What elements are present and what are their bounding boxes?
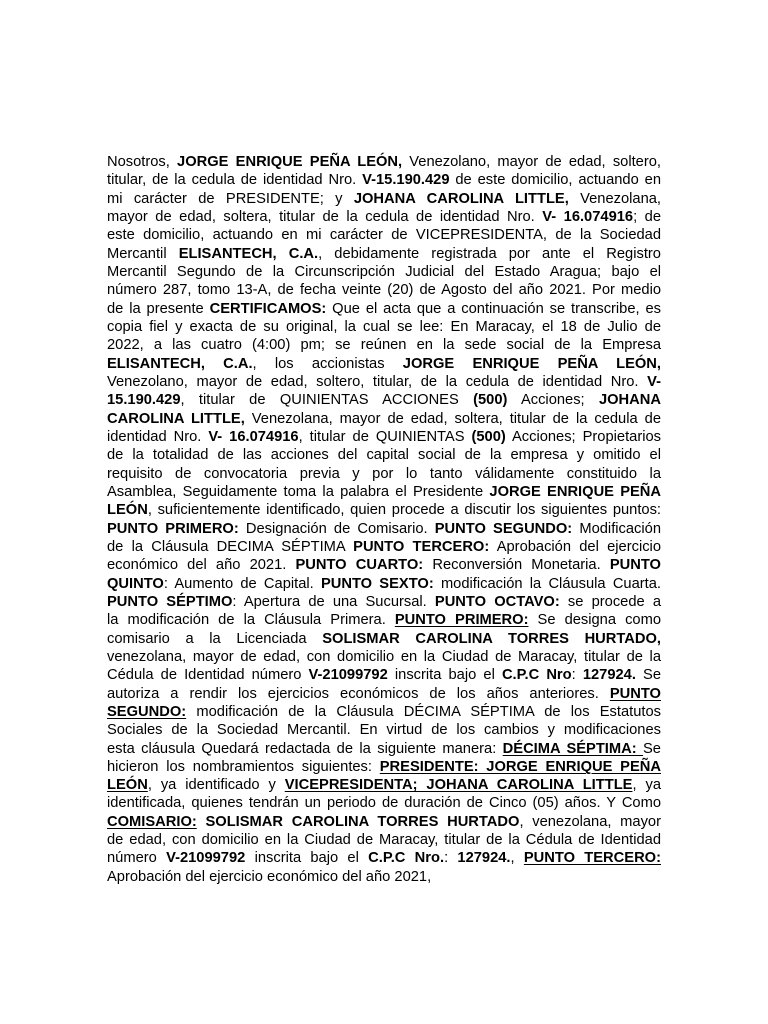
text-run: Modificación <box>572 520 661 537</box>
text-run: Acciones; <box>507 392 599 409</box>
text-run: , titular de QUINIENTAS ACCIONES <box>180 392 474 409</box>
text-line-39 <box>107 849 661 867</box>
text-line-7 <box>107 263 661 281</box>
text-run: , venezolana, mayor <box>519 813 661 830</box>
text-line-34 <box>107 758 661 776</box>
text-line-1 <box>107 153 661 171</box>
text-run: : <box>571 667 583 684</box>
text-line-22 <box>107 538 661 556</box>
text-line-21 <box>107 520 661 538</box>
bold-text: PUNTO SEXTO: <box>320 575 434 592</box>
text-run: Reconversión Monetaria. <box>423 557 610 574</box>
text-line-11 <box>107 336 661 354</box>
text-run: , titular de QUINIENTAS <box>298 428 472 445</box>
text-run: : Aumento de Capital. <box>163 575 321 592</box>
text-run: copia fiel y exacta de su original, la cual se lee: En Maracay, el 18 de Julio de <box>107 318 661 335</box>
underlined-bold-text: COMISARIO: <box>107 813 197 830</box>
text-line-37 <box>107 813 661 831</box>
text-run: Sociales de la Sociedad Mercantil. En virtud de los cambios y modificaciones <box>107 722 661 739</box>
text-run: Venezolano, mayor de edad, soltero, <box>402 154 661 170</box>
text-line-4 <box>107 208 661 226</box>
text-line-38 <box>107 831 661 849</box>
text-run: , los accionistas <box>252 355 403 372</box>
text-line-2 <box>107 171 661 189</box>
text-run: se procede a <box>559 593 662 610</box>
text-run: ; de <box>633 208 661 225</box>
bold-text: JORGE ENRIQUE PEÑA LEÓN, <box>402 355 661 372</box>
bold-text: C.P.C Nro. <box>368 850 445 867</box>
bold-text: JORGE ENRIQUE PEÑA <box>489 483 661 500</box>
bold-text: PUNTO OCTAVO: <box>434 593 560 610</box>
text-run: mi carácter de PRESIDENTE; y <box>107 190 354 207</box>
text-run: número <box>107 850 167 867</box>
text-run: : <box>444 850 458 867</box>
text-run: hicieron los nombramientos siguientes: <box>107 758 380 775</box>
text-run: , suficientemente identificado, quien procede a discutir los siguientes puntos: <box>147 502 661 519</box>
text-run: , debidamente registrada por ante el Registro <box>318 245 661 262</box>
bold-text: SOLISMAR CAROLINA TORRES HURTADO <box>196 813 520 830</box>
text-run: la modificación de la Cláusula Primera. <box>107 612 395 629</box>
underlined-bold-text: PUNTO PRIMERO: <box>394 612 529 629</box>
text-run: Se <box>643 740 661 757</box>
bold-text: V-21099792 <box>166 850 246 867</box>
text-run: Aprobación del ejercicio económico del año 2021, <box>107 868 432 885</box>
underlined-bold-text: SEGUNDO: <box>107 703 187 720</box>
text-line-29 <box>107 666 661 684</box>
text-run: identificada, quienes tendrán un periodo de duración de Cinco (05) años. Y Como <box>107 795 661 812</box>
bold-text: JORGE ENRIQUE PEÑA LEÓN, <box>177 154 403 170</box>
text-run: Se designa como <box>528 612 661 629</box>
bold-text: CAROLINA LITTLE, <box>107 410 245 427</box>
text-run: modificación de la Cláusula DÉCIMA SÉPTIMA de los Estatutos <box>186 703 661 720</box>
underlined-bold-text: PUNTO <box>609 685 661 702</box>
text-line-12 <box>107 355 661 373</box>
bold-text: V- 16.074916 <box>542 208 634 225</box>
bold-text: 127924. <box>582 667 636 684</box>
bold-text: SOLISMAR CAROLINA TORRES HURTADO, <box>322 630 661 647</box>
underlined-bold-text: VICEPRESIDENTA; JOHANA CAROLINA LITTLE <box>284 777 633 794</box>
certification-text <box>107 153 661 886</box>
text-run: de la totalidad de las acciones del capital social de la empresa y omitido el <box>107 447 661 464</box>
text-run: titular, de la cedula de identidad Nro. <box>107 172 363 189</box>
text-line-35 <box>107 776 661 794</box>
text-line-25 <box>107 593 661 611</box>
bold-text: JOHANA CAROLINA LITTLE, <box>353 190 569 207</box>
text-run: Acciones; Propietarios <box>505 428 661 445</box>
text-run: Venezolana, mayor de edad, soltera, titular de la cedula de <box>244 410 661 427</box>
text-run: Venezolano, mayor de edad, soltero, titular, de la cedula de identidad Nro. <box>107 373 648 390</box>
bold-text: 127924. <box>457 850 511 867</box>
text-line-31 <box>107 703 661 721</box>
text-line-5 <box>107 226 661 244</box>
underlined-bold-text: PRESIDENTE: JORGE ENRIQUE PEÑA <box>379 758 661 775</box>
text-run: Mercantil Segundo de la Circunscripción Judicial del Estado Aragua; bajo el <box>107 263 661 280</box>
underlined-bold-text: DÉCIMA SÉPTIMA: <box>502 740 644 757</box>
text-line-28 <box>107 648 661 666</box>
text-run: Designación de Comisario. <box>238 520 435 537</box>
text-run: requisito de convocatoria previa y por lo tanto válidamente constituido la <box>107 465 661 482</box>
text-run: esta cláusula Quedará redactada de la siguiente manera: <box>107 740 503 757</box>
bold-text: 15.190.429 <box>107 392 181 409</box>
bold-text: CERTIFICAMOS: <box>209 300 327 317</box>
bold-text: JOHANA <box>598 392 661 409</box>
bold-text: PUNTO <box>609 557 661 574</box>
bold-text: LEÓN <box>107 502 148 519</box>
text-run: mayor de edad, soltera, titular de la cedula de identidad Nro. <box>107 208 543 225</box>
text-run: Mercantil <box>107 245 179 262</box>
text-run: número 287, tomo 13-A, de fecha veinte (20) de Agosto del año 2021. Por medio <box>107 282 661 299</box>
bold-text: PUNTO SÉPTIMO <box>107 593 233 610</box>
text-line-9 <box>107 300 661 318</box>
underlined-bold-text: LEÓN <box>107 777 148 794</box>
text-line-17 <box>107 446 661 464</box>
bold-text: (500) <box>473 392 508 409</box>
text-line-40 <box>107 868 661 886</box>
text-run: Nosotros, <box>107 154 178 170</box>
text-line-27 <box>107 630 661 648</box>
text-run: Venezolana, <box>568 190 661 207</box>
text-line-26 <box>107 611 661 629</box>
text-run: autoriza a rendir los ejercicios económicos de los años anteriores. <box>107 685 610 702</box>
text-run: inscrita bajo el <box>245 850 369 867</box>
text-line-14 <box>107 391 661 409</box>
text-line-8 <box>107 281 661 299</box>
bold-text: PUNTO SEGUNDO: <box>434 520 573 537</box>
text-run: Aprobación del ejercicio <box>489 538 661 555</box>
text-run: comisario a la Licenciada <box>107 630 323 647</box>
bold-text: ELISANTECH, C.A. <box>178 245 319 262</box>
text-run: de este domicilio, actuando en <box>449 172 661 189</box>
bold-text: (500) <box>471 428 506 445</box>
text-line-36 <box>107 794 661 812</box>
text-line-33 <box>107 740 661 758</box>
text-run: , ya identificado y <box>147 777 285 794</box>
text-run: , ya <box>632 777 661 794</box>
text-run: : Apertura de una Sucursal. <box>232 593 435 610</box>
bold-text: PUNTO CUARTO: <box>295 557 424 574</box>
text-line-19 <box>107 483 661 501</box>
text-line-3 <box>107 190 661 208</box>
text-run: Que el acta que a continuación se transcribe, es <box>326 300 662 317</box>
text-line-24 <box>107 575 661 593</box>
bold-text: V- 16.074916 <box>208 428 299 445</box>
text-run: de la presente <box>107 300 210 317</box>
text-line-30 <box>107 685 661 703</box>
text-run: Cédula de Identidad número <box>107 667 309 684</box>
text-line-18 <box>107 465 661 483</box>
text-line-15 <box>107 410 661 428</box>
text-run: este domicilio, actuando en mi carácter de VICEPRESIDENTA, de la Sociedad <box>107 227 661 244</box>
text-run: Se <box>635 667 661 684</box>
text-line-23 <box>107 556 661 574</box>
underlined-bold-text: PUNTO TERCERO: <box>523 850 661 867</box>
bold-text: V-21099792 <box>308 667 388 684</box>
text-run: de edad, con domicilio en la Ciudad de Maracay, titular de la Cédula de Identidad <box>107 832 661 849</box>
text-line-32 <box>107 721 661 739</box>
bold-text: C.P.C Nro <box>501 667 572 684</box>
text-run: inscrita bajo el <box>387 667 502 684</box>
text-run: 2022, a las cuatro (4:00) pm; se reúnen en la sede social de la Empresa <box>107 337 661 354</box>
bold-text: QUINTO <box>107 575 164 592</box>
text-run: Asamblea, Seguidamente toma la palabra el Presidente <box>107 483 490 500</box>
text-line-13 <box>107 373 661 391</box>
text-line-16 <box>107 428 661 446</box>
text-run: económico del año 2021. <box>107 557 296 574</box>
text-line-6 <box>107 245 661 263</box>
text-run: modificación la Cláusula Cuarta. <box>433 575 661 592</box>
text-run: venezolana, mayor de edad, con domicilio en la Ciudad de Maracay, titular de la <box>107 648 661 665</box>
text-run: , <box>510 850 524 867</box>
bold-text: V- <box>647 373 661 390</box>
text-run: de la Cláusula DECIMA SÉPTIMA <box>107 538 354 555</box>
bold-text: PUNTO PRIMERO: <box>107 520 239 537</box>
text-line-20 <box>107 501 661 519</box>
bold-text: PUNTO TERCERO: <box>353 538 490 555</box>
bold-text: V-15.190.429 <box>362 172 450 189</box>
text-run: identidad Nro. <box>107 428 209 445</box>
bold-text: ELISANTECH, C.A. <box>107 355 253 372</box>
text-line-10 <box>107 318 661 336</box>
